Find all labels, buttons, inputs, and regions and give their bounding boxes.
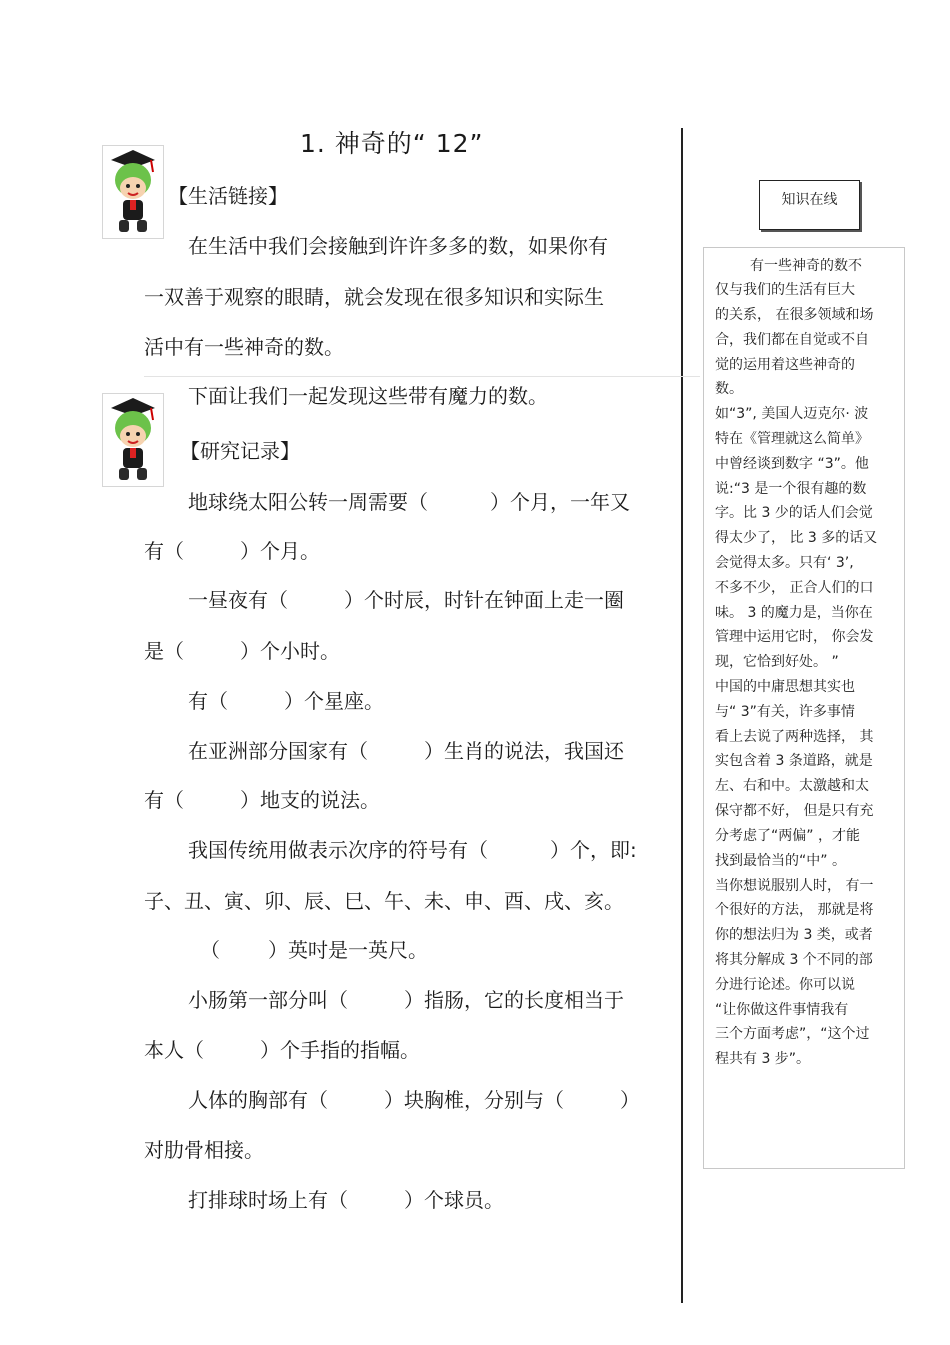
record-line: 对肋骨相接。 (144, 1138, 264, 1162)
record-line: 子、丑、寅、卯、辰、巳、午、未、申、酉、戌、亥。 (144, 889, 624, 913)
sidebar-line: 觉的运用着这些神奇的 (715, 357, 855, 373)
sidebar-line: 个很好的方法， 那就是将 (715, 902, 874, 918)
section-separator (144, 376, 700, 377)
sidebar-line: 分进行论述。你可以说 (715, 977, 855, 993)
sidebar-line: 得太少了， 比 3 多的话又 (715, 530, 878, 546)
sidebar-line: 现，它恰到好处。 ” (715, 654, 839, 670)
sidebar-line: 程共有 3 步”。 (715, 1051, 811, 1067)
sidebar-line: 左、右和中。太激越和太 (715, 778, 869, 794)
column-divider (681, 128, 683, 1303)
record-line: 小肠第一部分叫（ ）指肠，它的长度相当于 (188, 988, 624, 1012)
sidebar-line: 合，我们都在自觉或不自 (715, 332, 869, 348)
student-mascot-icon (102, 393, 164, 487)
record-line: 地球绕太阳公转一周需要（ ）个月，一年又 (188, 490, 630, 514)
record-line: 在亚洲部分国家有（ ）生肖的说法，我国还 (188, 739, 624, 763)
record-line: 打排球时场上有（ ）个球员。 (188, 1188, 504, 1212)
sidebar-line: 找到最恰当的“中” 。 (715, 853, 846, 869)
sidebar-line: 中曾经谈到数字 “3”。他 (715, 456, 869, 472)
intro-line: 一双善于观察的眼睛，就会发现在很多知识和实际生 (144, 285, 604, 309)
section-research: 【研究记录】 (180, 439, 300, 463)
record-line: 一昼夜有（ ）个时辰，时针在钟面上走一圈 (188, 588, 624, 612)
intro-line: 下面让我们一起发现这些带有魔力的数。 (188, 384, 548, 408)
sidebar-line: 实包含着 3 条道路，就是 (715, 753, 873, 769)
record-line: 人体的胸部有（ ）块胸椎，分别与（ ） (188, 1088, 640, 1112)
intro-line: 活中有一些神奇的数。 (144, 335, 344, 359)
intro-line: 在生活中我们会接触到许许多多的数，如果你有 (188, 234, 608, 258)
page-title: 1. 神奇的“ 12” (300, 129, 484, 158)
sidebar-line: 与“ 3”有关，许多事情 (715, 704, 855, 720)
sidebar-line: 当你想说服别人时， 有一 (715, 878, 874, 894)
sidebar-line: 字。比 3 少的话人们会觉 (715, 505, 873, 521)
sidebar-line: 说:“3 是一个很有趣的数 (715, 481, 867, 497)
sidebar-line: 味。 3 的魔力是，当你在 (715, 605, 873, 621)
sidebar-line: 特在《管理就这么简单》 (715, 431, 869, 447)
section-life-link: 【生活链接】 (168, 184, 288, 208)
record-line: 我国传统用做表示次序的符号有（ ）个，即: (188, 838, 637, 862)
sidebar-line: 保守都不好， 但是只有充 (715, 803, 874, 819)
student-mascot-icon (102, 145, 164, 239)
sidebar-line: 分考虑了“两偏” ，才能 (715, 828, 860, 844)
record-line: 有（ ）个月。 (144, 539, 320, 563)
sidebar-line: 如“3”, 美国人迈克尔· 波 (715, 406, 869, 422)
sidebar-line: 将其分解成 3 个不同的部 (715, 952, 873, 968)
sidebar-line: 不多不少， 正合人们的口 (715, 580, 874, 596)
record-line: （ ）英吋是一英尺。 (200, 938, 428, 962)
record-line: 本人（ ）个手指的指幅。 (144, 1038, 420, 1062)
record-line: 有（ ）个星座。 (188, 689, 384, 713)
record-line: 是（ ）个小时。 (144, 639, 340, 663)
sidebar-line: 三个方面考虑”，“这个过 (715, 1026, 870, 1042)
sidebar-line: 管理中运用它时， 你会发 (715, 629, 874, 645)
knowledge-online-label: 知识在线 (759, 180, 860, 230)
sidebar-line: 数。 (715, 381, 743, 397)
sidebar-line: 仅与我们的生活有巨大 (715, 282, 855, 298)
sidebar-line: 有一些神奇的数不 (750, 258, 862, 274)
sidebar-line: 你的想法归为 3 类，或者 (715, 927, 873, 943)
knowledge-sidebar (703, 247, 905, 1169)
sidebar-line: 中国的中庸思想其实也 (715, 679, 855, 695)
sidebar-line: 的关系， 在很多领域和场 (715, 307, 874, 323)
sidebar-line: 会觉得太多。只有‘ 3’, (715, 555, 854, 571)
sidebar-line: 看上去说了两种选择， 其 (715, 729, 874, 745)
sidebar-line: “让你做这件事情我有 (715, 1002, 849, 1018)
record-line: 有（ ）地支的说法。 (144, 788, 380, 812)
